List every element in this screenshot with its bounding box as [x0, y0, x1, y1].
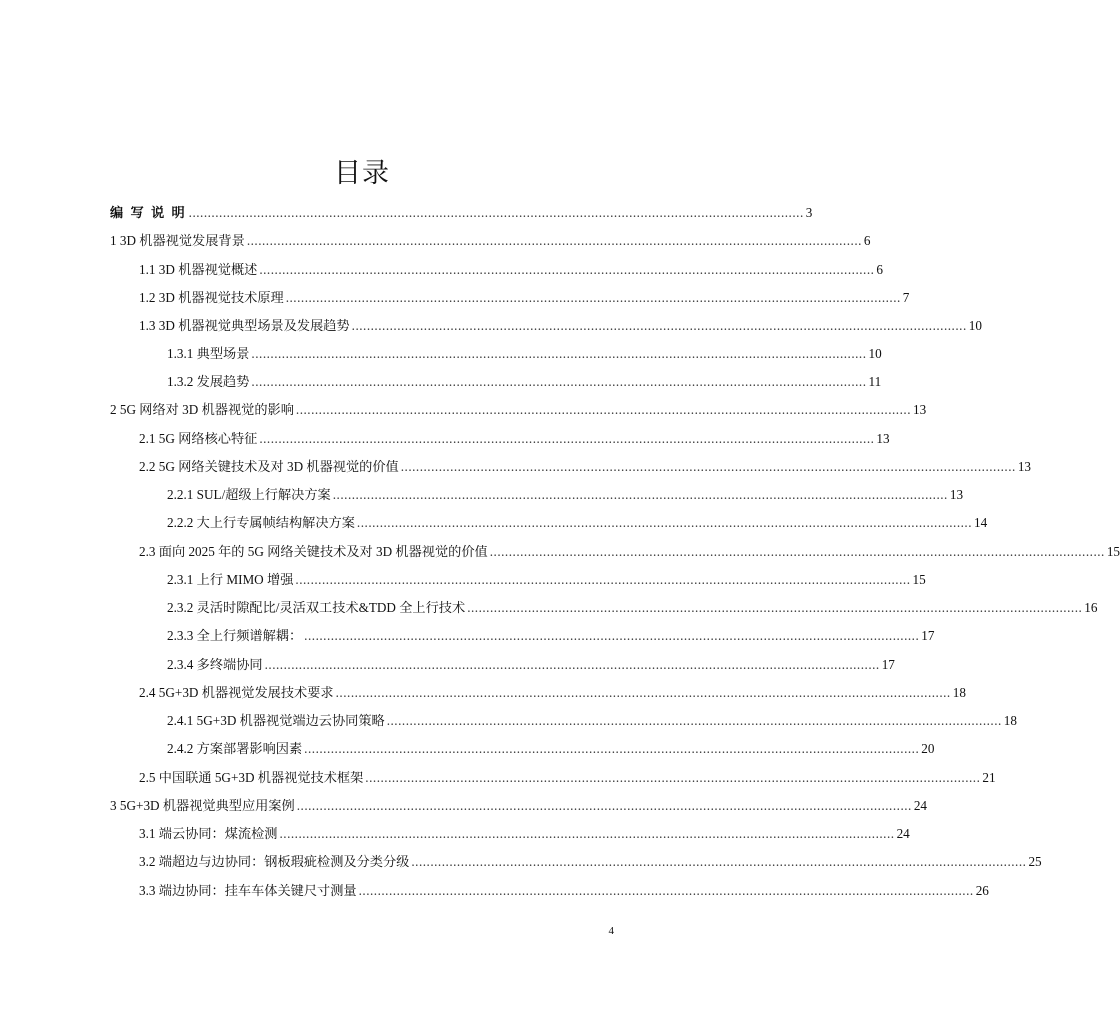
toc-entry-page: 24 [913, 798, 928, 813]
toc-entry[interactable] [139, 825, 910, 843]
toc-leader: .................................................................................................................................................................. [358, 883, 974, 898]
toc-entry-label: 2.3.3 全上行频谱解耦： [167, 628, 303, 643]
toc-leader: .................................................................................................................................................................. [259, 431, 875, 446]
toc-entry-page: 16 [1084, 600, 1098, 615]
toc-entry[interactable] [167, 486, 964, 504]
toc-leader: .................................................................................................................................................................. [259, 262, 875, 277]
toc-entry-page: 13 [949, 487, 964, 502]
toc-entry-label: 3.3 端边协同：挂车车体关键尺寸测量 [139, 883, 357, 898]
toc-entry-page: 15 [1106, 544, 1120, 559]
toc-entry-label: 2.3.4 多终端协同 [167, 657, 263, 672]
toc-entry-page: 13 [912, 402, 927, 417]
toc-entry-page: 10 [968, 318, 982, 333]
toc-leader: .................................................................................................................................................................. [295, 402, 911, 417]
toc-leader: .................................................................................................................................................................. [411, 854, 1027, 869]
toc-leader: .................................................................................................................................................................. [251, 346, 867, 361]
toc-entry-label: 1.3.2 发展趋势 [167, 374, 250, 389]
toc-entry[interactable] [167, 571, 926, 589]
toc-entry-page: 17 [881, 657, 895, 672]
toc-entry-page: 18 [1003, 713, 1017, 728]
toc-entry-page: 6 [863, 233, 871, 248]
toc-entry[interactable] [167, 627, 935, 645]
toc-leader: .................................................................................................................................................................. [295, 572, 911, 587]
toc-leader: .................................................................................................................................................................. [332, 487, 948, 502]
toc-entry-label: 3.1 端云协同：煤流检测 [139, 826, 278, 841]
toc-entry[interactable] [167, 599, 1098, 617]
toc-entry-page: 7 [902, 290, 910, 305]
toc-entry[interactable] [139, 543, 1120, 561]
toc-entry-label: 2.2.1 SUL/超级上行解决方案 [167, 487, 331, 502]
toc-entry[interactable] [167, 656, 895, 674]
toc-entry-label: 2.3 面向 2025 年的 5G 网络关键技术及对 3D 机器视觉的价值 [139, 544, 488, 559]
toc-leader: .................................................................................................................................................................. [304, 741, 920, 756]
toc-entry-page: 26 [975, 883, 989, 898]
toc-entry-label: 2.2.2 大上行专属帧结构解决方案 [167, 515, 355, 530]
toc-leader: .................................................................................................................................................................. [335, 685, 951, 700]
toc-entry-label: 2.2 5G 网络关键技术及对 3D 机器视觉的价值 [139, 459, 399, 474]
toc-entry-page: 13 [876, 431, 890, 446]
toc-entry-page: 18 [952, 685, 966, 700]
toc-entry[interactable] [167, 740, 935, 758]
toc-entry[interactable] [139, 684, 966, 702]
toc-entry-page: 20 [921, 741, 935, 756]
toc-entry-label: 1.3 3D 机器视觉典型场景及发展趋势 [139, 318, 350, 333]
toc-entry[interactable] [139, 261, 884, 279]
toc-leader: .................................................................................................................................................................. [489, 544, 1105, 559]
toc-entry-page: 24 [896, 826, 910, 841]
toc-leader: .................................................................................................................................................................. [304, 628, 920, 643]
toc-entry-page: 6 [876, 262, 884, 277]
toc-entry-label: 2.4.2 方案部署影响因素 [167, 741, 303, 756]
toc-entry[interactable] [139, 289, 910, 307]
toc-leader: .................................................................................................................................................................. [467, 600, 1083, 615]
toc-entry[interactable] [110, 797, 928, 815]
page-number: 4 [608, 925, 614, 937]
page-title: 目录 [334, 158, 390, 190]
toc-entry-page: 21 [982, 770, 996, 785]
toc-entry-page: 15 [912, 572, 926, 587]
toc-leader: .................................................................................................................................................................. [356, 515, 973, 530]
toc-entry[interactable] [139, 430, 890, 448]
toc-entry-label: 2.5 中国联通 5G+3D 机器视觉技术框架 [139, 770, 364, 785]
toc-entry-page: 25 [1028, 854, 1042, 869]
toc-entry-label: 2.4 5G+3D 机器视觉发展技术要求 [139, 685, 334, 700]
toc-entry[interactable] [167, 514, 988, 532]
toc-entry-page: 11 [868, 374, 882, 389]
toc-entry[interactable] [139, 769, 996, 787]
toc-entry-page: 14 [974, 515, 988, 530]
toc-entry[interactable] [167, 373, 882, 391]
toc-leader: .................................................................................................................................................................. [296, 798, 912, 813]
toc-entry-page: 17 [921, 628, 935, 643]
toc-entry-label: 3 5G+3D 机器视觉典型应用案例 [110, 798, 295, 813]
toc-entry-label: 3.2 端超边与边协同：钢板瑕疵检测及分类分级 [139, 854, 410, 869]
toc-entry-label: 2 5G 网络对 3D 机器视觉的影响 [110, 402, 294, 417]
toc-leader: .................................................................................................................................................................. [365, 770, 981, 785]
toc-entry[interactable] [110, 401, 927, 419]
toc-leader: .................................................................................................................................................................. [264, 657, 880, 672]
toc-entry-label: 2.4.1 5G+3D 机器视觉端边云协同策略 [167, 713, 385, 728]
toc-entry[interactable] [110, 204, 813, 222]
toc-leader: .................................................................................................................................................................. [279, 826, 895, 841]
toc-leader: .................................................................................................................................................................. [400, 459, 1016, 474]
toc-entry[interactable] [139, 317, 982, 335]
toc-leader: .................................................................................................................................................................. [246, 233, 862, 248]
toc-entry-label: 2.1 5G 网络核心特征 [139, 431, 258, 446]
toc-entry-page: 3 [805, 205, 813, 220]
toc-leader: .................................................................................................................................................................. [251, 374, 867, 389]
toc-entry-label: 2.3.1 上行 MIMO 增强 [167, 572, 294, 587]
toc-entry[interactable] [139, 853, 1042, 871]
toc-entry-label: 1.3.1 典型场景 [167, 346, 250, 361]
toc-entry[interactable] [167, 712, 1017, 730]
toc-entry-label: 1.2 3D 机器视觉技术原理 [139, 290, 284, 305]
toc-leader: .................................................................................................................................................................. [188, 205, 804, 220]
toc-entry[interactable] [167, 345, 882, 363]
toc-entry-label: 1 3D 机器视觉发展背景 [110, 233, 245, 248]
toc-leader: .................................................................................................................................................................. [351, 318, 967, 333]
toc-leader: .................................................................................................................................................................. [285, 290, 901, 305]
toc-leader: .................................................................................................................................................................. [386, 713, 1002, 728]
toc-entry-page: 10 [868, 346, 882, 361]
toc-entry[interactable] [110, 232, 871, 250]
toc-entry-label: 2.3.2 灵活时隙配比/灵活双工技术&TDD 全上行技术 [167, 600, 466, 615]
toc-entry-label: 编 写 说 明 [110, 205, 187, 220]
toc-entry[interactable] [139, 458, 1031, 476]
toc-entry[interactable] [139, 882, 989, 900]
toc-entry-page: 13 [1017, 459, 1031, 474]
toc-entry-label: 1.1 3D 机器视觉概述 [139, 262, 258, 277]
